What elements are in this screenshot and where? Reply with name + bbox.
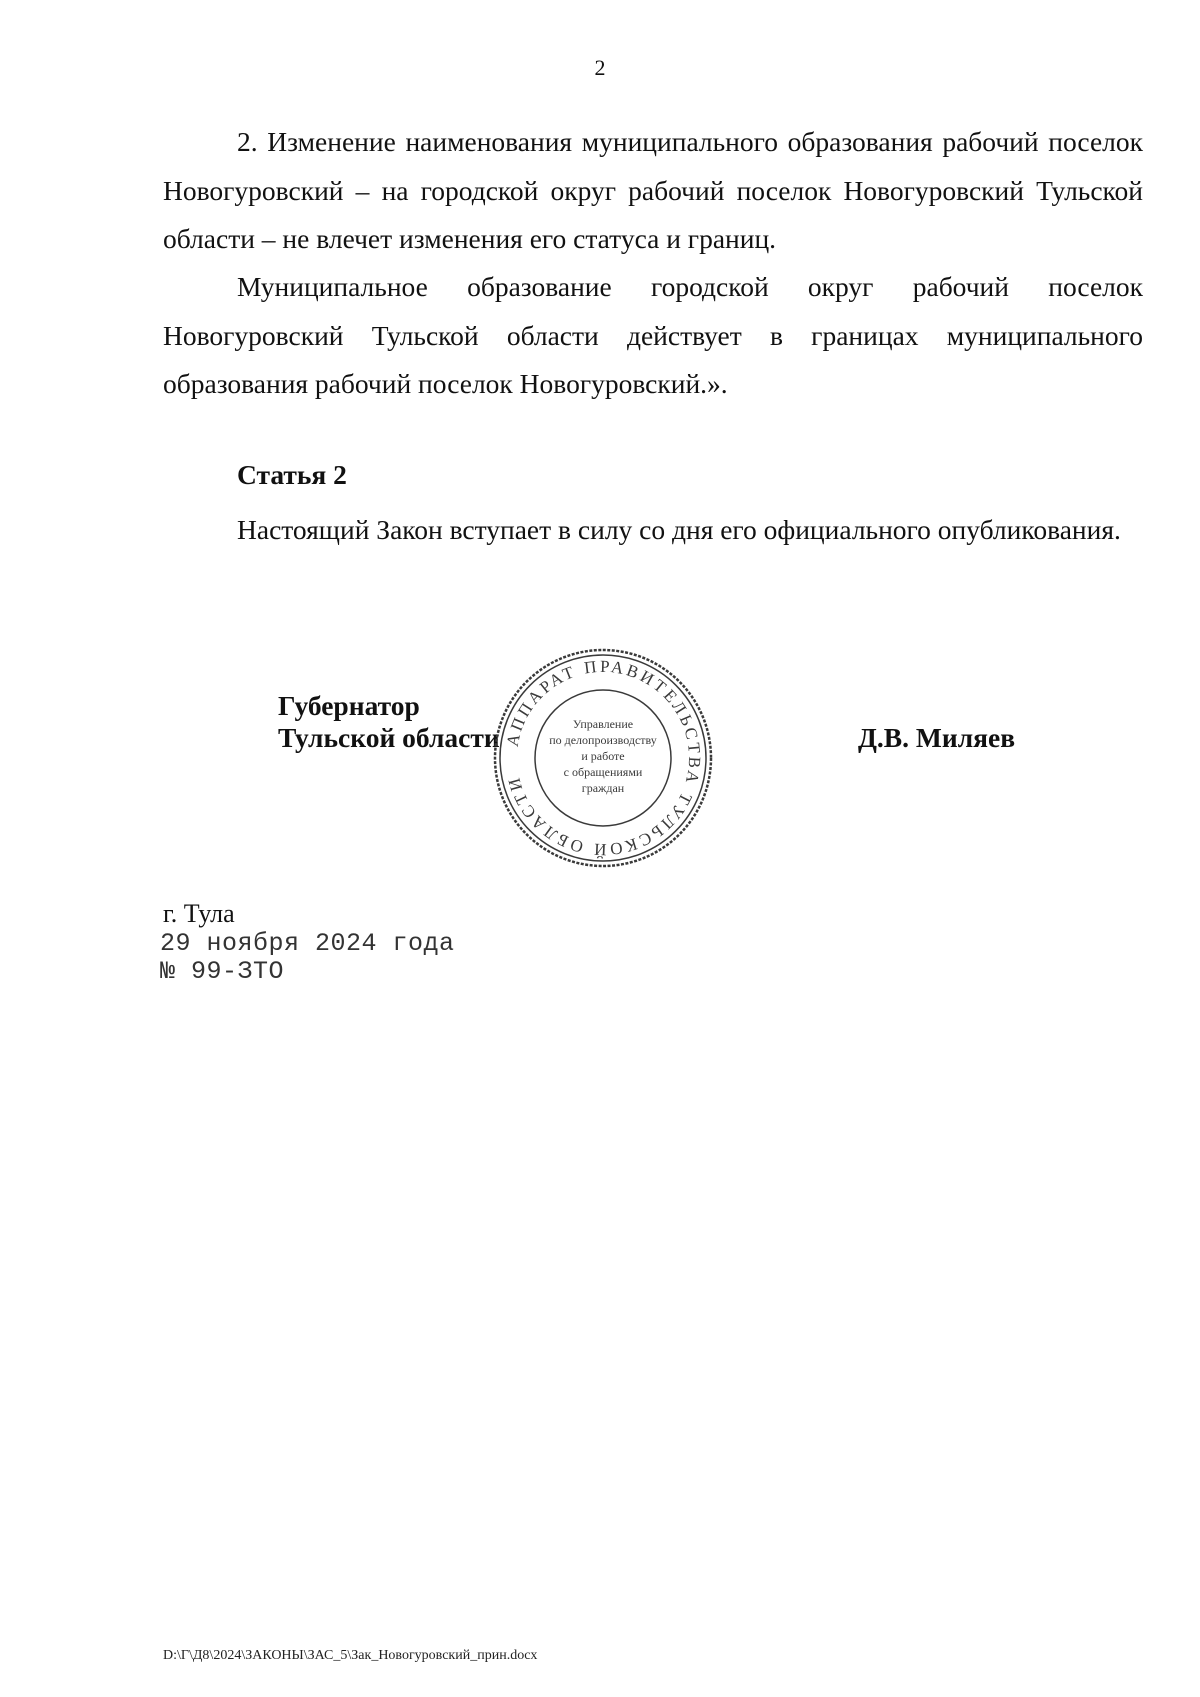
seal-center-line: по делопроизводству (549, 733, 657, 747)
paragraph-name-change (163, 118, 1143, 264)
official-seal (490, 645, 716, 871)
place-of-signing: г. Тула (163, 899, 235, 928)
paragraph-entry-into-force (163, 506, 1143, 555)
paragraph-text: Настоящий Закон вступает в силу со дня его официального опубликования. (237, 514, 1121, 545)
seal-ring-text: АППАРАТ ПРАВИТЕЛЬСТВА ТУЛЬСКОЙ ОБЛАСТИ (502, 656, 705, 860)
signatory-name: Д.В. Миляев (858, 722, 1016, 753)
signatory-title (278, 690, 500, 754)
seal-center-line: Управление (572, 717, 634, 731)
article-title: Статья 2 (237, 459, 347, 490)
law-number: № 99-ЗТО (160, 957, 285, 986)
seal-center-line: и работе (581, 749, 625, 763)
paragraph-text: Муниципальное образование городской округ рабочий поселок Новогуровский Тульской области действует в границах муниципального образования рабочий поселок Новогуровский.». (163, 271, 1143, 399)
seal-center-line: с обращениями (563, 765, 643, 779)
file-path-footer: D:\Г\Д8\2024\ЗАКОНЫ\ЗАС_5\Зак_Новогуровский_прин.docx (163, 1648, 538, 1663)
seal-center-line: граждан (581, 781, 625, 795)
seal-center-text (549, 717, 657, 795)
page-number: 2 (594, 55, 606, 80)
paragraph-text: 2. Изменение наименования муниципального образования рабочий поселок Новогуровский – на городской округ рабочий поселок Новогуровский Тульской области – не влечет изменения его статуса и границ. (163, 126, 1143, 254)
paragraph-boundaries (163, 263, 1143, 409)
signatory-title-line1: Губернатор (278, 690, 420, 721)
signatory-title-line2: Тульской области (278, 722, 500, 753)
law-date: 29 ноября 2024 года (160, 929, 455, 958)
